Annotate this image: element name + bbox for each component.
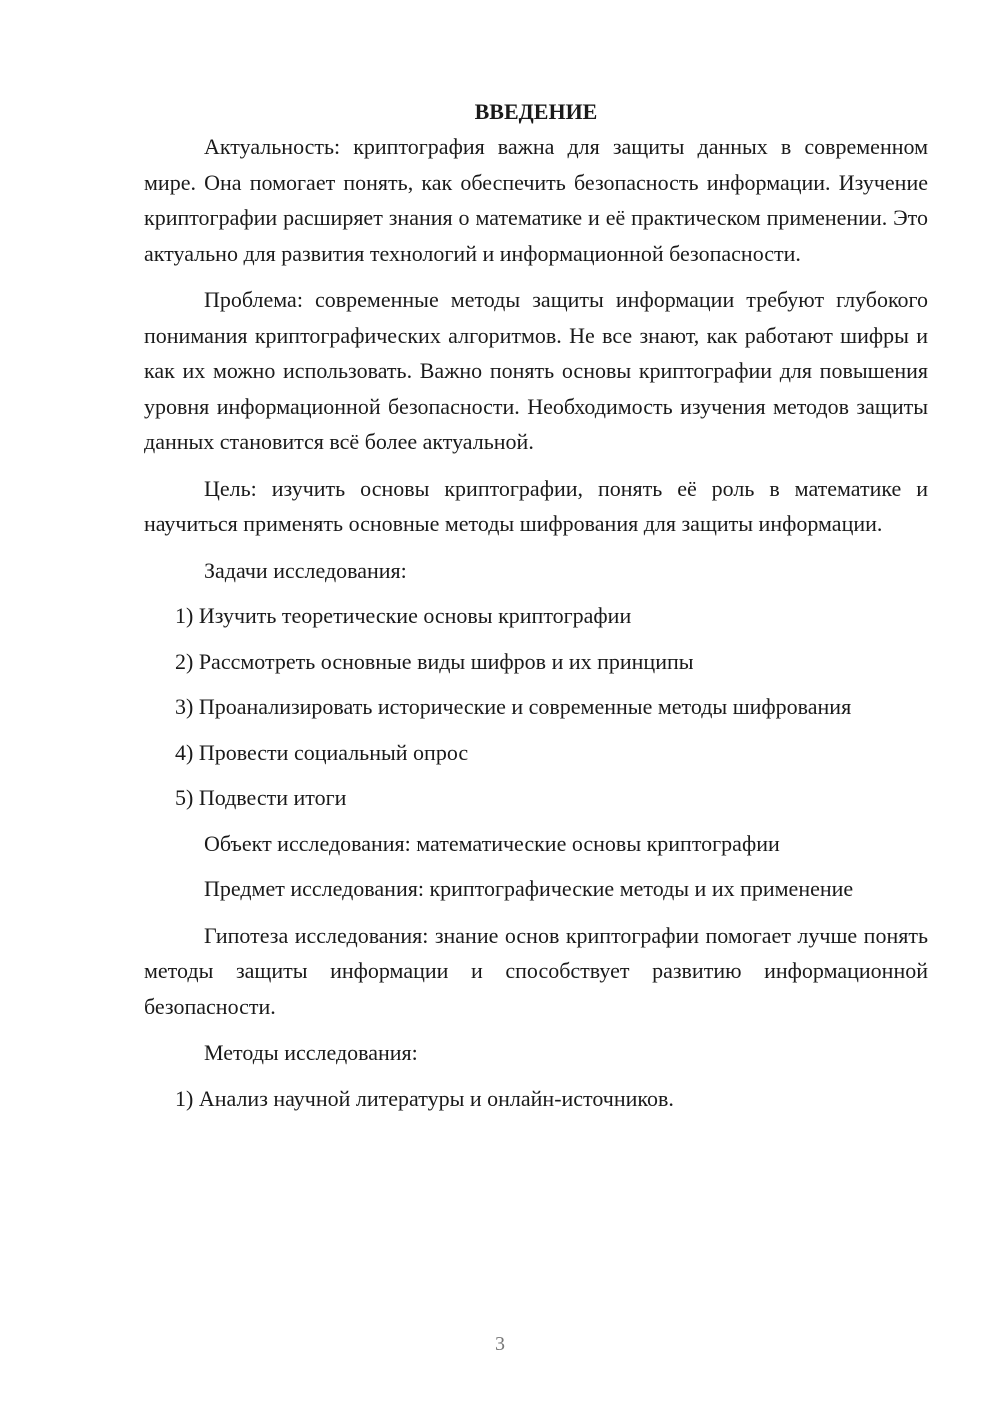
document-page (144, 94, 928, 1126)
paragraph-subject: Предмет исследования: криптографические методы и их применение (204, 876, 854, 901)
task-item: 4) Провести социальный опрос (175, 739, 469, 765)
task-item: 2) Рассмотреть основные виды шифров и их принципы (175, 648, 694, 674)
task-item: 3) Проанализировать исторические и современные методы шифрования (175, 694, 852, 719)
paragraph-object: Объект исследования: математические основы криптографии (204, 830, 780, 856)
task-item: 1) Изучить теоретические основы криптографии (175, 603, 632, 628)
page-number: 3 (495, 1333, 505, 1355)
paragraph-hypothesis: Гипотеза исследования: знание основ криптографии помогает лучше понять методы защиты информации и способствует развитию информационной безопасности. (144, 922, 928, 1019)
tasks-title: Задачи исследования: (204, 557, 407, 583)
paragraph-problem: Проблема: современные методы защиты информации требуют глубокого понимания криптографических алгоритмов. Не все знают, как работают шифры и как их можно использовать. Важно понять основы криптографии для повышения уровня информационной безопасности. Необходимость изучения методов защиты данных становится всё более актуальной. (144, 287, 928, 454)
method-item: 1) Анализ научной литературы и онлайн-источников. (175, 1085, 674, 1111)
task-item: 5) Подвести итоги (175, 785, 347, 810)
section-heading: ВВЕДЕНИЕ (474, 99, 598, 124)
paragraph-goal: Цель: изучить основы криптографии, понять её роль в математике и научиться применять основные методы шифрования для защиты информации. (144, 475, 928, 536)
methods-title: Методы исследования: (204, 1040, 418, 1065)
paragraph-relevance: Актуальность: криптография важна для защиты данных в современном мире. Она помогает понять, как обеспечить безопасность информации. Изучение криптографии расширяет знания о математике и её практическом применении. Это актуально для развития технологий и информационной безопасности. (144, 134, 928, 266)
